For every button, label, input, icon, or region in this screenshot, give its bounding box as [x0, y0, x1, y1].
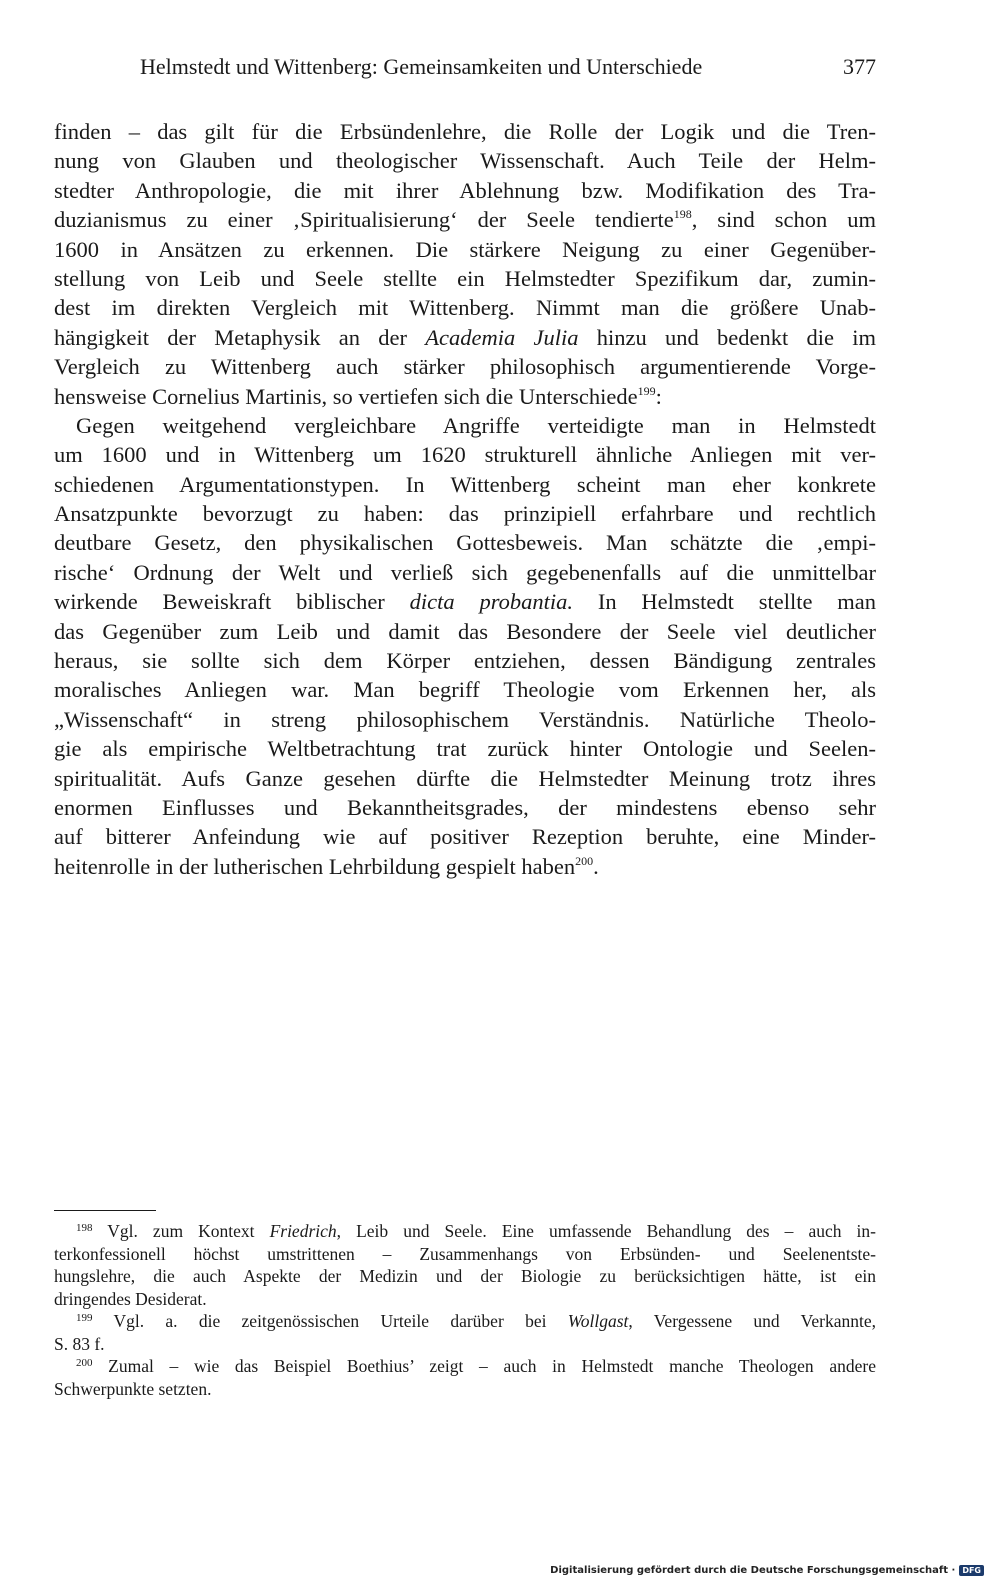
text-line: 1600 in Ansätzen zu erkennen. Die stärkere Neigung zu einer Gegenüber-	[54, 236, 876, 262]
author-name: Wollgast	[567, 1311, 629, 1331]
footnote-line: Schwerpunkte setzten.	[54, 1378, 212, 1399]
footnote-line: $^{200}$ Zumal – wie das Beispiel Boethius’ zeigt – auch in Helmstedt manche Theologen andere	[76, 1356, 876, 1376]
footnote-line: $^{198}$ Vgl. zum Kontext Friedrich, Leib und Seele. Eine umfassende Behandlung des – auch in-	[76, 1221, 876, 1241]
footnote-200	[54, 1355, 876, 1400]
text-line: nung von Glauben und theologischer Wissenschaft. Auch Teile der Helm-	[54, 148, 876, 174]
italic-term: dicta probantia.	[409, 589, 573, 615]
main-text	[54, 117, 876, 881]
footnote-line: dringendes Desiderat.	[54, 1288, 207, 1309]
footnote-number: 199	[76, 1312, 93, 1324]
footnote-line: S. 83 f.	[54, 1333, 105, 1354]
text-line: Gegen weitgehend vergleichbare Angriffe verteidigte man in Helmstedt	[76, 412, 876, 438]
paragraph-1	[54, 117, 876, 411]
text-line: enormen Einflusses und Bekanntheitsgrades, der mindestens ebenso sehr	[54, 794, 876, 820]
footnote-ref-199: 199	[637, 383, 656, 398]
text-line: moralisches Anliegen war. Man begriff Theologie vom Erkennen her, als	[54, 677, 876, 703]
footnote-divider	[54, 1210, 156, 1211]
text-line: auf bitterer Anfeindung wie auf positiver Rezeption beruhte, eine Minder-	[54, 824, 876, 850]
text-line: „Wissenschaft“ in streng philosophischem Verständnis. Natürliche Theolo-	[54, 706, 876, 732]
text-line: heitenrolle in der lutherischen Lehrbildung gespielt haben$^{200}$.	[54, 853, 599, 879]
digitization-credit	[550, 1565, 984, 1576]
footnote-number: 198	[76, 1222, 93, 1234]
credit-text: Digitalisierung gefördert durch die Deutsche Forschungsgemeinschaft ·	[550, 1565, 956, 1576]
footnote-ref-198: 198	[673, 207, 692, 222]
dfg-logo: DFG	[959, 1565, 984, 1576]
text-line: hängigkeit der Metaphysik an der Academia Julia hinzu und bedenkt die im	[54, 324, 876, 350]
paragraph-2	[54, 411, 876, 881]
text-line: Ansatzpunkte bevorzugt zu haben: das prinzipiell erfahrbare und rechtlich	[54, 501, 876, 527]
footnote-line: hungslehre, die auch Aspekte der Medizin und der Biologie zu berücksichtigen hätte, ist ein	[54, 1266, 876, 1286]
footnote-198	[54, 1220, 876, 1310]
footnote-ref-200: 200	[575, 853, 594, 868]
text-line: schiedenen Argumentationstypen. In Wittenberg scheint man eher konkrete	[54, 471, 876, 497]
footnote-number: 200	[76, 1357, 93, 1369]
text-line: rische‘ Ordnung der Welt und verließ sich gegebenenfalls auf die unmittelbar	[54, 559, 876, 585]
text-line: finden – das gilt für die Erbsündenlehre, die Rolle der Logik und die Tren-	[54, 119, 876, 144]
running-title: Helmstedt und Wittenberg: Gemeinsamkeiten und Unterschiede	[140, 54, 703, 79]
text-line: gie als empirische Weltbetrachtung trat zurück hinter Ontologie und Seelen-	[54, 736, 876, 762]
italic-term: Academia Julia	[425, 324, 579, 350]
text-line: stellung von Leib und Seele stellte ein Helmstedter Spezifikum dar, zumin-	[54, 265, 876, 291]
footnotes	[54, 1220, 876, 1400]
text-line: dest im direkten Vergleich mit Wittenberg. Nimmt man die größere Unab-	[54, 295, 876, 321]
text-line: das Gegenüber zum Leib und damit das Besondere der Seele viel deutlicher	[54, 618, 876, 644]
footnote-line: terkonfessionell höchst umstrittenen – Zusammenhangs von Erbsünden- und Seelenentste-	[54, 1243, 876, 1264]
text-line: spiritualität. Aufs Ganze gesehen dürfte die Helmstedter Meinung trotz ihres	[54, 765, 876, 791]
author-name: Friedrich	[269, 1221, 337, 1241]
text-line: Vergleich zu Wittenberg auch stärker philosophisch argumentierende Vorge-	[54, 354, 876, 380]
text-line: um 1600 und in Wittenberg um 1620 strukturell ähnliche Anliegen mit ver-	[54, 442, 876, 468]
page-number: 377	[843, 54, 876, 79]
footnote-line: $^{199}$ Vgl. a. die zeitgenössischen Urteile darüber bei Wollgast, Vergessene und Verkannte,	[76, 1311, 876, 1331]
text-line: hensweise Cornelius Martinis, so vertiefen sich die Unterschiede$^{199}$:	[54, 383, 662, 409]
text-line: deutbare Gesetz, den physikalischen Gottesbeweis. Man schätzte die ‚empi-	[54, 530, 876, 556]
text-line: stedter Anthropologie, die mit ihrer Ablehnung bzw. Modifikation des Tra-	[54, 177, 876, 203]
text-line: duzianismus zu einer ‚Spiritualisierung‘ der Seele tendierte$^{198}$, sind schon um	[54, 207, 876, 233]
footnote-199	[54, 1310, 876, 1355]
text-line: heraus, sie sollte sich dem Körper entziehen, dessen Bändigung zentrales	[54, 648, 876, 674]
text-line: wirkende Beweiskraft biblischer dicta probantia. In Helmstedt stellte man	[54, 589, 876, 615]
